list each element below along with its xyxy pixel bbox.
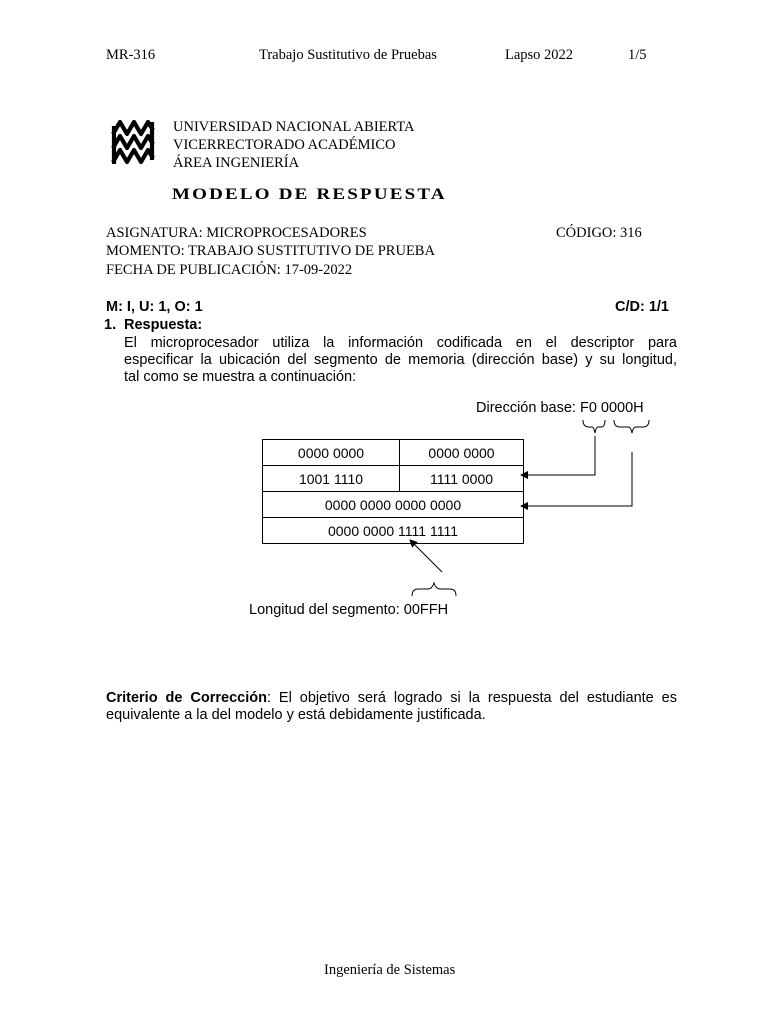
arrow-f0 bbox=[521, 436, 595, 475]
vicerrectorado: VICERRECTORADO ACADÉMICO bbox=[173, 137, 396, 153]
answer-line-2: especificar la ubicación del segmento de memoria (dirección base) y su longitud, bbox=[124, 352, 677, 368]
header-page: 1/5 bbox=[628, 47, 647, 63]
header-code: MR-316 bbox=[106, 47, 156, 63]
area: ÁREA INGENIERÍA bbox=[173, 155, 300, 171]
answer-line-3: tal como se muestra a continuación: bbox=[124, 369, 357, 385]
table-cell: 0000 0000 0000 0000 bbox=[263, 492, 524, 518]
publication-date: FECHA DE PUBLICACIÓN: 17-09-2022 bbox=[106, 262, 353, 278]
subject: ASIGNATURA: MICROPROCESADORES bbox=[106, 225, 367, 241]
table-cell: 1111 0000 bbox=[400, 466, 524, 492]
header-title: Trabajo Sustitutivo de Pruebas bbox=[259, 47, 437, 63]
moment: MOMENTO: TRABAJO SUSTITUTIVO DE PRUEBA bbox=[106, 243, 435, 259]
university-name: UNIVERSIDAD NACIONAL ABIERTA bbox=[173, 119, 415, 135]
criteria-line-2: equivalente a la del modelo y está debidamente justificada. bbox=[106, 707, 486, 723]
criteria-text: : El objetivo será logrado si la respuesta del estudiante es bbox=[266, 690, 678, 706]
brace-0000 bbox=[614, 420, 649, 433]
arrow-0000 bbox=[521, 452, 632, 506]
table-cell: 1001 1110 bbox=[263, 466, 400, 492]
criteria-line-1 bbox=[106, 690, 677, 707]
header-term: Lapso 2022 bbox=[505, 47, 574, 63]
answer-label: Respuesta: bbox=[124, 317, 203, 333]
criteria-label: Criterio de Corrección bbox=[106, 690, 267, 706]
question-number: 1. bbox=[104, 317, 117, 333]
brace-length bbox=[412, 583, 456, 596]
answer-line-1: El microprocesador utiliza la información codificada en el descriptor para bbox=[124, 335, 677, 351]
table-cell: 0000 0000 bbox=[400, 440, 524, 466]
objective-ref: M: I, U: 1, O: 1 bbox=[106, 299, 203, 315]
arrow-length bbox=[410, 540, 442, 572]
segment-length-label: Longitud del segmento: 00FFH bbox=[249, 602, 449, 618]
brace-f0 bbox=[583, 420, 605, 433]
table-cell: 0000 0000 1111 1111 bbox=[263, 518, 524, 544]
criterion-ref: C/D: 1/1 bbox=[615, 299, 669, 315]
base-address-label: Dirección base: F0 0000H bbox=[476, 400, 644, 416]
subject-code: CÓDIGO: 316 bbox=[556, 225, 642, 241]
table-cell: 0000 0000 bbox=[263, 440, 400, 466]
footer-text: Ingeniería de Sistemas bbox=[324, 962, 456, 978]
document-title: MODELO DE RESPUESTA bbox=[172, 186, 447, 204]
